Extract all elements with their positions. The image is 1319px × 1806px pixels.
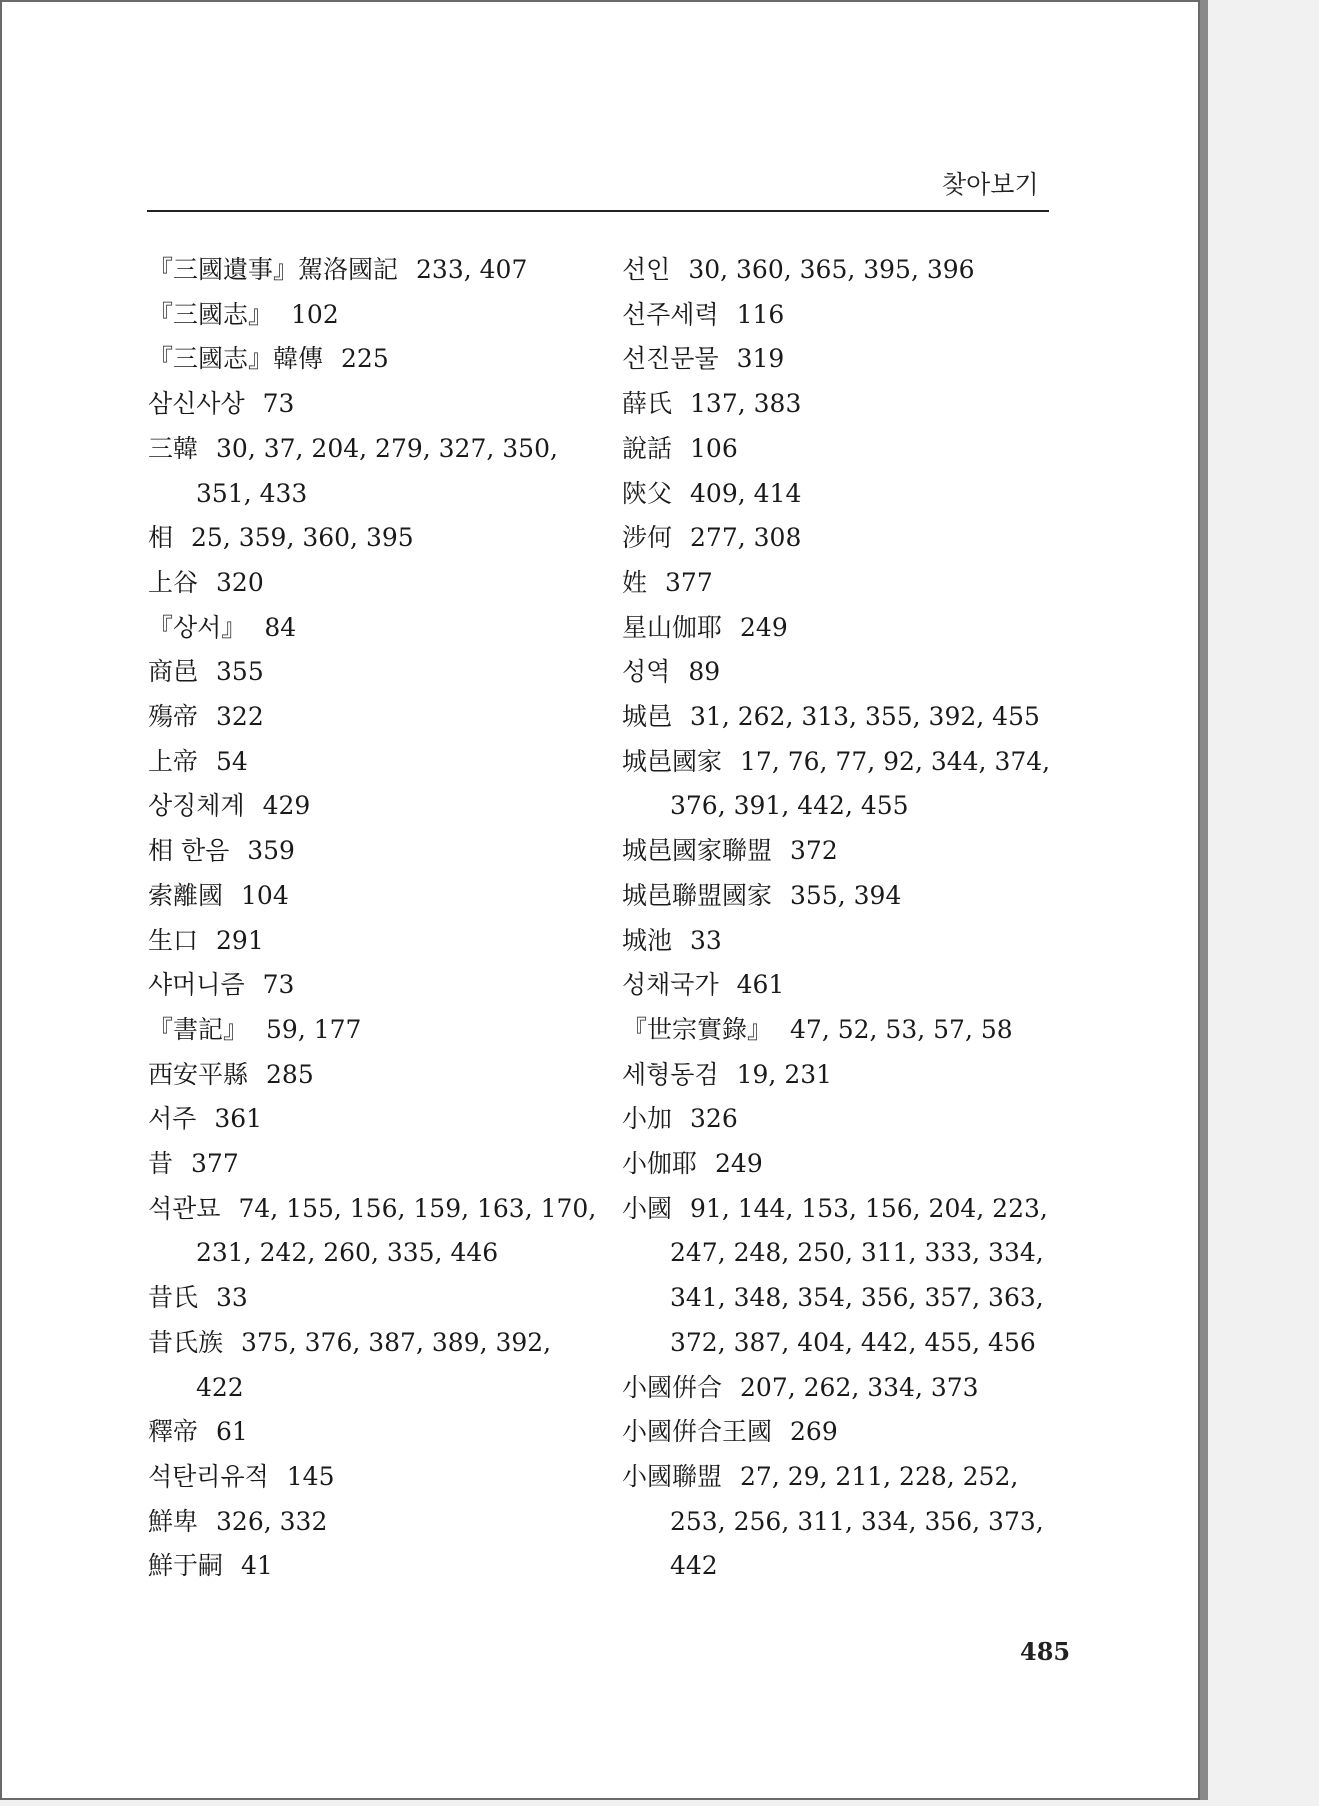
index-term: 上谷 [148, 567, 199, 597]
index-term: 陝父 [622, 478, 673, 508]
index-entry [622, 382, 1072, 427]
index-entry [622, 1366, 1072, 1411]
index-pages: 73 [262, 970, 295, 1000]
index-term: 小國 [622, 1193, 673, 1223]
index-term: 上帝 [148, 746, 199, 776]
index-pages: 377 [191, 1149, 239, 1179]
index-pages: 145 [286, 1461, 335, 1491]
index-term: 說話 [622, 433, 673, 463]
index-entry [622, 606, 1072, 651]
index-pages: 27, 29, 211, 228, 252, 253, 256, 311, 334, 356, 373, 442 [670, 1461, 1044, 1581]
index-entry [148, 561, 598, 606]
index-pages: 377 [665, 567, 713, 597]
index-term: 상징체계 [148, 791, 245, 821]
index-pages: 17, 76, 77, 92, 344, 374, 376, 391, 442, 455 [670, 746, 1051, 821]
index-entry [622, 1410, 1072, 1455]
index-term: 小國倂合王國 [622, 1417, 773, 1447]
index-entry [148, 650, 598, 695]
index-pages: 106 [690, 433, 738, 463]
index-entry [622, 963, 1072, 1008]
index-term: 『書記』 [148, 1014, 249, 1044]
index-pages: 291 [216, 925, 264, 955]
index-entry [148, 382, 598, 427]
index-pages: 102 [291, 299, 339, 329]
index-pages: 249 [740, 612, 788, 642]
index-term: 小國聯盟 [622, 1461, 723, 1491]
index-entry [622, 337, 1072, 382]
index-pages: 249 [715, 1149, 763, 1179]
index-term: 星山伽耶 [622, 612, 723, 642]
index-term: 城池 [622, 925, 673, 955]
index-term: 세형동검 [622, 1059, 719, 1089]
index-pages: 409, 414 [690, 478, 802, 508]
index-column-right [622, 248, 1072, 1589]
index-pages: 355, 394 [790, 880, 902, 910]
index-pages: 326, 332 [216, 1506, 328, 1536]
index-pages: 104 [241, 880, 289, 910]
index-term: 성채국가 [622, 970, 719, 1000]
index-entry [622, 1142, 1072, 1187]
index-term: 薛氏 [622, 389, 673, 419]
index-entry [148, 516, 598, 561]
index-entry [148, 1142, 598, 1187]
running-header: 찾아보기 [942, 170, 1039, 199]
index-pages: 19, 231 [736, 1059, 833, 1089]
index-pages: 207, 262, 334, 373 [740, 1372, 979, 1402]
index-entry [622, 1455, 1072, 1589]
index-entry [148, 740, 598, 785]
index-term: 『世宗實錄』 [622, 1014, 773, 1044]
index-entry [148, 293, 598, 338]
index-term: 西安平縣 [148, 1059, 249, 1089]
index-pages: 89 [688, 657, 721, 687]
index-entry [148, 337, 598, 382]
index-term: 昔氏族 [148, 1327, 224, 1357]
index-entry [622, 874, 1072, 919]
index-entry [148, 1008, 598, 1053]
index-pages: 285 [266, 1059, 314, 1089]
index-pages: 361 [214, 1104, 263, 1134]
index-term: 姓 [622, 567, 648, 597]
index-term: 『三國志』 [148, 299, 274, 329]
index-entry [622, 1053, 1072, 1098]
index-column-left [148, 248, 598, 1589]
index-entry [148, 1455, 598, 1500]
index-term: 城邑 [622, 702, 673, 732]
index-pages: 47, 52, 53, 57, 58 [790, 1014, 1013, 1044]
index-entry [148, 784, 598, 829]
index-term: 商邑 [148, 657, 199, 687]
index-term: 小伽耶 [622, 1149, 698, 1179]
index-term: 相 [148, 523, 174, 553]
index-entry [148, 606, 598, 651]
index-term: 城邑國家 [622, 746, 723, 776]
index-pages: 74, 155, 156, 159, 163, 170, 231, 242, 260, 335, 446 [196, 1193, 597, 1268]
index-entry [622, 1008, 1072, 1053]
index-entry [148, 248, 598, 293]
index-term: 『三國志』韓傳 [148, 344, 324, 374]
index-pages: 320 [216, 567, 264, 597]
index-entry [148, 695, 598, 740]
index-entry [622, 695, 1072, 740]
index-pages: 225 [341, 344, 389, 374]
index-term: 선인 [622, 255, 671, 284]
index-term: 선주세력 [622, 299, 719, 329]
index-entry [148, 1276, 598, 1321]
index-entry [148, 1410, 598, 1455]
index-entry [148, 829, 598, 874]
index-pages: 429 [262, 791, 311, 821]
index-pages: 59, 177 [266, 1014, 362, 1044]
index-pages: 30, 37, 204, 279, 327, 350, 351, 433 [196, 433, 558, 508]
index-term: 鮮于嗣 [148, 1551, 224, 1581]
index-pages: 73 [262, 389, 295, 419]
index-entry [148, 919, 598, 964]
index-pages: 319 [736, 344, 785, 374]
index-entry [148, 1544, 598, 1589]
index-term: 涉何 [622, 523, 673, 553]
index-term: 서주 [148, 1104, 197, 1134]
index-pages: 31, 262, 313, 355, 392, 455 [690, 702, 1040, 732]
index-entry [148, 874, 598, 919]
index-pages: 326 [690, 1104, 738, 1134]
index-entry [622, 293, 1072, 338]
index-entry [622, 829, 1072, 874]
index-term: 釋帝 [148, 1417, 199, 1447]
index-term: 선진문물 [622, 344, 719, 374]
index-term: 성역 [622, 657, 671, 687]
index-entry [148, 1053, 598, 1098]
page-edge [1200, 0, 1208, 1800]
index-entry [622, 1097, 1072, 1142]
index-term: 三韓 [148, 433, 199, 463]
index-pages: 54 [216, 746, 248, 776]
index-pages: 116 [736, 299, 785, 329]
index-entry [622, 248, 1072, 293]
index-pages: 359 [247, 836, 295, 866]
index-entry [622, 516, 1072, 561]
index-entry [622, 740, 1072, 829]
index-term: 小國倂合 [622, 1372, 723, 1402]
index-pages: 61 [216, 1417, 248, 1447]
index-entry [148, 1500, 598, 1545]
index-term: 生口 [148, 925, 199, 955]
index-entry [148, 1187, 598, 1276]
index-term: 『상서』 [148, 612, 247, 642]
index-pages: 137, 383 [690, 389, 802, 419]
index-entry [148, 427, 598, 516]
page-number: 485 [1020, 1637, 1071, 1666]
index-entry [622, 561, 1072, 606]
index-entry [622, 1187, 1072, 1366]
index-pages: 269 [790, 1417, 838, 1447]
index-pages: 91, 144, 153, 156, 204, 223, 247, 248, 250, 311, 333, 334, 341, 348, 354, 356, 357, 363, 372, 387, 404, 442, 455, 456 [670, 1193, 1048, 1357]
index-pages: 25, 359, 360, 395 [191, 523, 414, 553]
index-pages: 372 [790, 836, 838, 866]
index-term: 索離國 [148, 880, 224, 910]
index-term: 昔氏 [148, 1283, 199, 1313]
index-term: 相 한음 [148, 836, 230, 866]
index-term: 삼신사상 [148, 389, 245, 419]
index-pages: 30, 360, 365, 395, 396 [688, 255, 975, 284]
index-term: 『三國遺事』駕洛國記 [148, 255, 399, 284]
index-term: 城邑聯盟國家 [622, 880, 773, 910]
header-rule [147, 210, 1049, 212]
index-entry [622, 919, 1072, 964]
index-pages: 461 [736, 970, 785, 1000]
index-term: 鮮卑 [148, 1506, 199, 1536]
index-pages: 322 [216, 702, 264, 732]
index-entry [148, 963, 598, 1008]
index-pages: 355 [216, 657, 264, 687]
index-entry [622, 650, 1072, 695]
index-pages: 33 [690, 925, 722, 955]
index-pages: 33 [216, 1283, 248, 1313]
index-term: 석관묘 [148, 1193, 221, 1223]
index-term: 샤머니즘 [148, 970, 245, 1000]
index-term: 城邑國家聯盟 [622, 836, 773, 866]
index-pages: 84 [264, 612, 297, 642]
index-term: 석탄리유적 [148, 1461, 269, 1491]
index-term: 殤帝 [148, 702, 199, 732]
index-entry [622, 427, 1072, 472]
index-entry [148, 1097, 598, 1142]
index-term: 昔 [148, 1149, 174, 1179]
index-entry [148, 1321, 598, 1410]
index-entry [622, 472, 1072, 517]
index-term: 小加 [622, 1104, 673, 1134]
index-pages: 233, 407 [416, 255, 528, 284]
index-pages: 375, 376, 387, 389, 392, 422 [196, 1327, 552, 1402]
index-pages: 41 [241, 1551, 273, 1581]
index-pages: 277, 308 [690, 523, 802, 553]
